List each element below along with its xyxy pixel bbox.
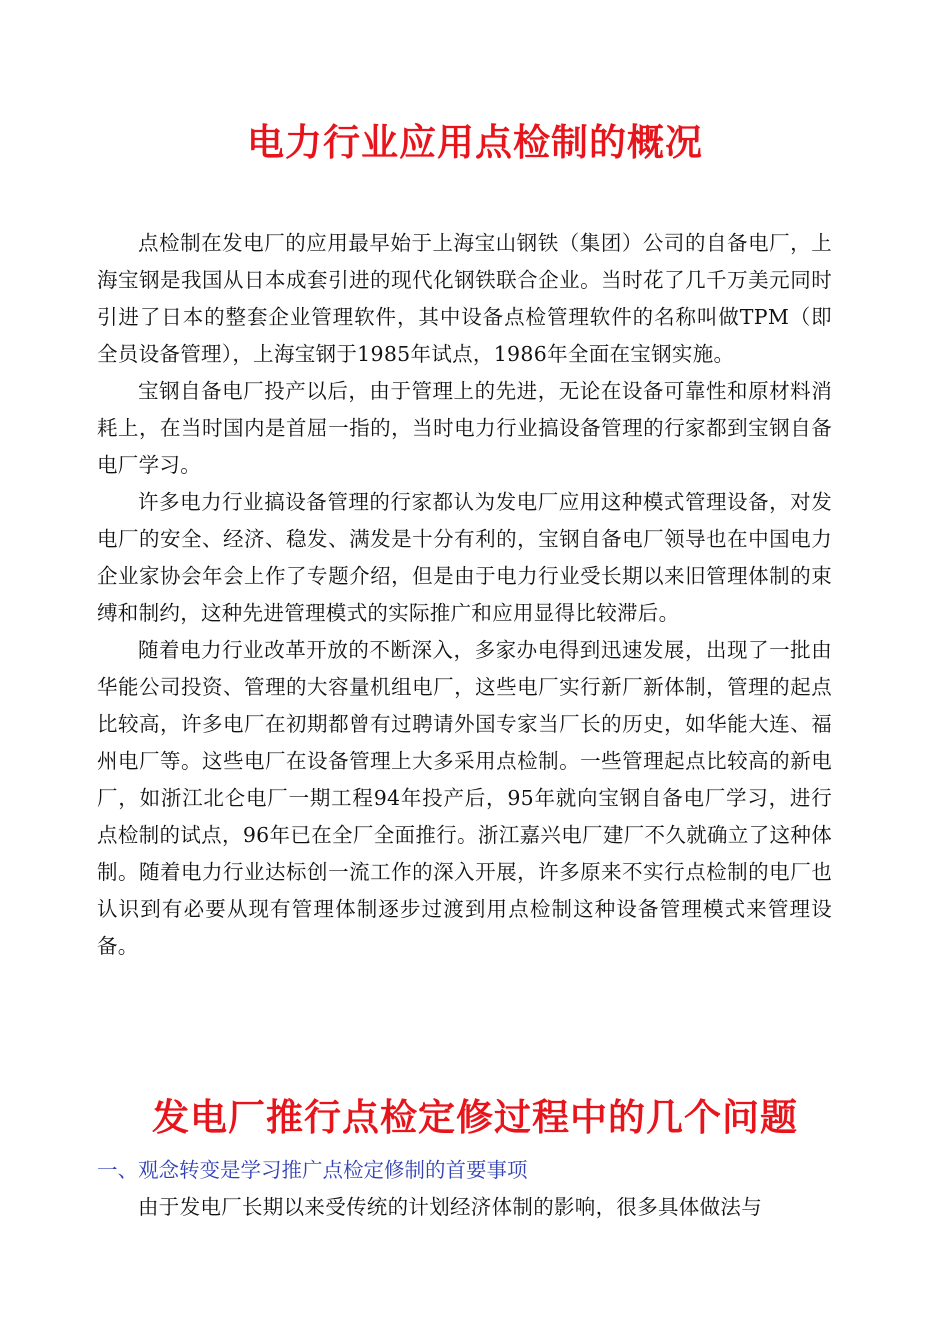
paragraph: 许多电力行业搞设备管理的行家都认为发电厂应用这种模式管理设备，对发电厂的安全、经济、稳发、满发是十分有利的，宝钢自备电厂领导也在中国电力企业家协会年会上作了专题介绍，但是由于电力行业受长期以来旧管理体制的束缚和制约，这种先进管理模式的实际推广和应用显得比较滞后。 [97,490,832,625]
paragraph: 宝钢自备电厂投产以后，由于管理上的先进，无论在设备可靠性和原材料消耗上，在当时国内是首屈一指的，当时电力行业搞设备管理的行家都到宝钢自备电厂学习。 [97,379,832,477]
paragraph: 由于发电厂长期以来受传统的计划经济体制的影响，很多具体做法与 [138,1195,762,1219]
paragraph: 随着电力行业改革开放的不断深入，多家办电得到迅速发展，出现了一批由华能公司投资、管理的大容量机组电厂，这些电厂实行新厂新体制，管理的起点比较高，许多电厂在初期都曾有过聘请外国专家当厂长的历史，如华能大连、福州电厂等。这些电厂在设备管理上大多采用点检制。一些管理起点比较高的新电厂，如浙江北仑电厂一期工程94年投产后，95年就向宝钢自备电厂学习，进行点检制的试点，96年已在全厂全面推行。浙江嘉兴电厂建厂不久就确立了这种体制。随着电力行业达标创一流工作的深入开展，许多原来不实行点检制的电厂也认识到有必要从现有管理体制逐步过渡到用点检制这种设备管理模式来管理设备。 [97,638,832,958]
section-1-title: 电力行业应用点检制的概况 [247,121,703,164]
section-1-body [97,225,832,965]
section-2-subheading: 一、观念转变是学习推广点检定修制的首要事项 [97,1158,528,1182]
section-2-body [97,1189,832,1226]
section-2-title: 发电厂推行点检定修过程中的几个问题 [152,1096,798,1139]
paragraph: 点检制在发电厂的应用最早始于上海宝山钢铁（集团）公司的自备电厂，上海宝钢是我国从日本成套引进的现代化钢铁联合企业。当时花了几千万美元同时引进了日本的整套企业管理软件，其中设备点检管理软件的名称叫做TPM（即全员设备管理），上海宝钢于1985年试点，1986年全面在宝钢实施。 [97,231,832,366]
